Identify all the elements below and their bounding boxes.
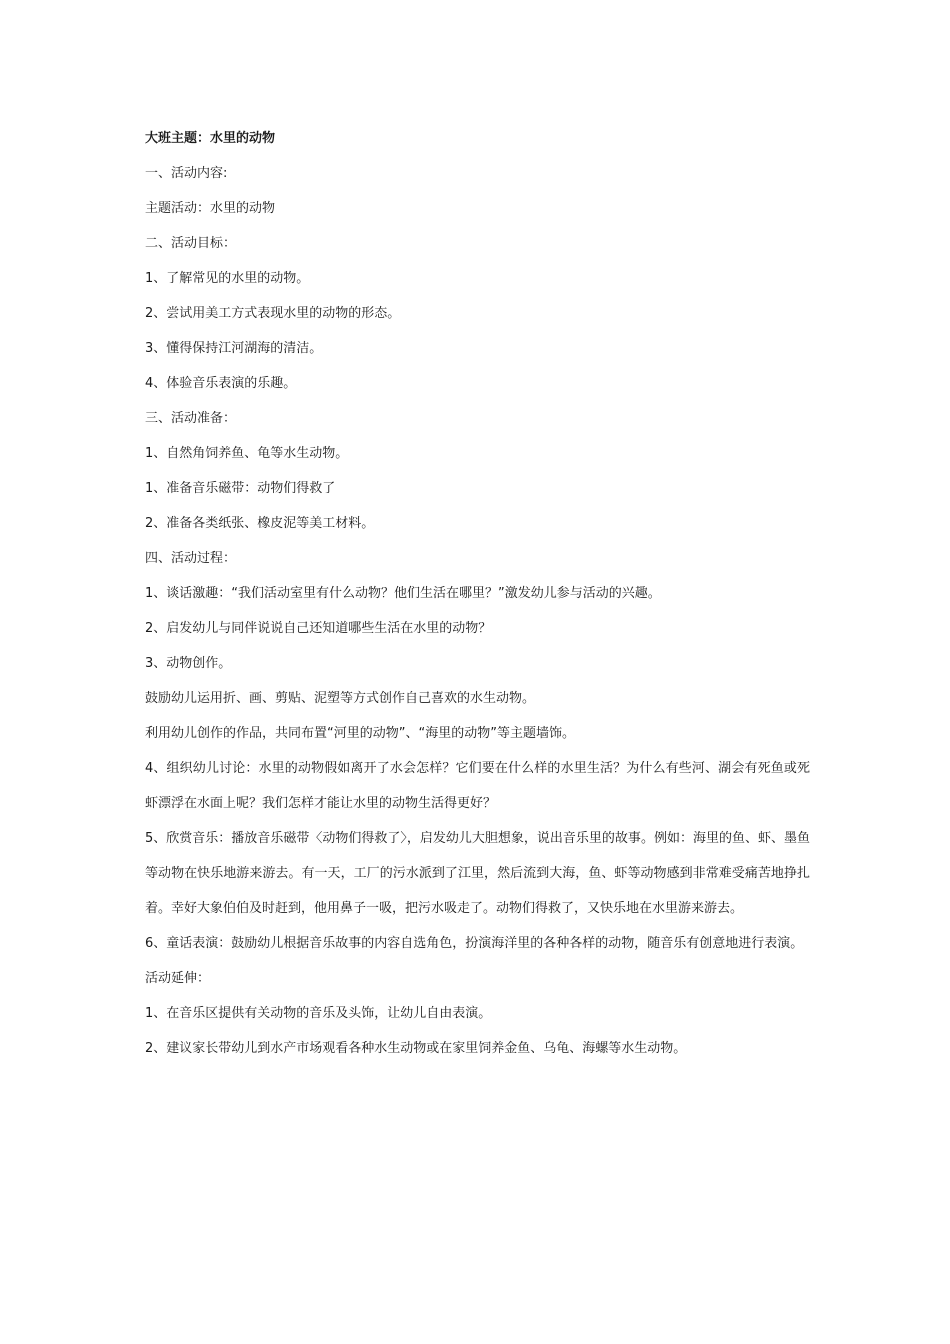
list-item: 1、准备音乐磁带：动物们得救了 bbox=[145, 481, 336, 496]
list-item: 1、谈话激趣：“我们活动室里有什么动物？他们生活在哪里？”激发幼儿参与活动的兴趣。 bbox=[145, 586, 661, 601]
paragraph: 利用幼儿创作的作品，共同布置“河里的动物”、“海里的动物”等主题墙饰。 bbox=[145, 726, 575, 741]
list-item: 1、了解常见的水里的动物。 bbox=[145, 271, 310, 286]
list-item: 1、自然角饲养鱼、龟等水生动物。 bbox=[145, 446, 349, 461]
paragraph: 鼓励幼儿运用折、画、剪贴、泥塑等方式创作自己喜欢的水生动物。 bbox=[145, 691, 536, 706]
list-item: 6、童话表演：鼓励幼儿根据音乐故事的内容自选角色，扮演海洋里的各种各样的动物，随音乐有创意地进行表演。 bbox=[145, 936, 804, 951]
list-item: 2、建议家长带幼儿到水产市场观看各种水生动物或在家里饲养金鱼、乌龟、海螺等水生动物。 bbox=[145, 1041, 687, 1056]
document-title: 大班主题：水里的动物 bbox=[145, 131, 276, 146]
section-heading-goals: 二、活动目标： bbox=[145, 236, 237, 251]
section-heading-preparation: 三、活动准备： bbox=[145, 411, 237, 426]
list-item: 2、尝试用美工方式表现水里的动物的形态。 bbox=[145, 306, 401, 321]
paragraph: 主题活动：水里的动物 bbox=[145, 201, 276, 216]
list-item: 1、在音乐区提供有关动物的音乐及头饰，让幼儿自由表演。 bbox=[145, 1006, 492, 1021]
list-item: 4、体验音乐表演的乐趣。 bbox=[145, 376, 297, 391]
list-item: 3、懂得保持江河湖海的清洁。 bbox=[145, 341, 323, 356]
section-heading-extension: 活动延伸： bbox=[145, 971, 211, 986]
list-item: 4、组织幼儿讨论：水里的动物假如离开了水会怎样？它们要在什么样的水里生活？为什么有些河、湖会有死鱼或死虾漂浮在水面上呢？我们怎样才能让水里的动物生活得更好？ bbox=[145, 761, 810, 811]
list-item: 3、动物创作。 bbox=[145, 656, 232, 671]
list-item: 2、启发幼儿与同伴说说自己还知道哪些生活在水里的动物？ bbox=[145, 621, 492, 636]
list-item: 2、准备各类纸张、橡皮泥等美工材料。 bbox=[145, 516, 375, 531]
section-heading-content: 一、活动内容: bbox=[145, 166, 228, 181]
section-heading-process: 四、活动过程： bbox=[145, 551, 237, 566]
list-item: 5、欣赏音乐：播放音乐磁带〈动物们得救了〉，启发幼儿大胆想象，说出音乐里的故事。例如：海里的鱼、虾、墨鱼等动物在快乐地游来游去。有一天，工厂的污水派到了江里，然后流到大海，鱼、虾等动物感到非常难受痛苦地挣扎着。幸好大象伯伯及时赶到，他用鼻子一吸，把污水吸走了。动物们得救了，又快乐地在水里游来游去。 bbox=[145, 831, 810, 916]
document-page bbox=[145, 121, 810, 1066]
